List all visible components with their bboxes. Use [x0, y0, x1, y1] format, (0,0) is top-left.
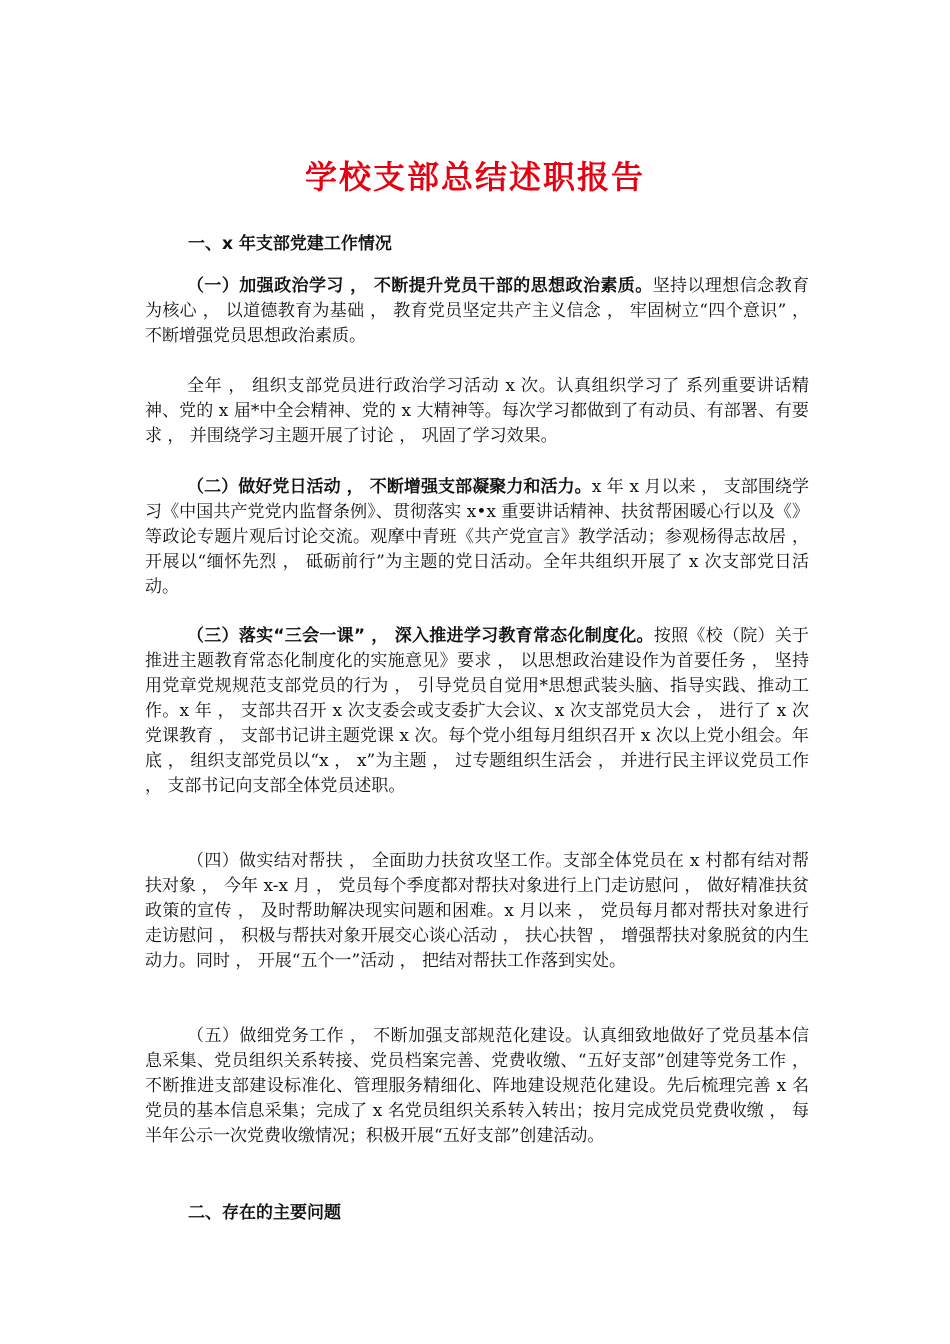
- paragraph-body: 全年 ， 组织支部党员进行政治学习活动 x 次。认真组织学习了 系列重要讲话精神、党的 x 届*中全会精神、党的 x 大精神等。每次学习都做到了有动员、有部署、有要求 ， 并围绕学习主题开展了讨论 ， 巩固了学习效果。: [145, 376, 809, 446]
- paragraph-lead: （一）加强政治学习 ， 不断提升党员干部的思想政治素质。: [187, 276, 653, 296]
- paragraph-political-study: [145, 274, 809, 349]
- paragraph-body: （四）做实结对帮扶 ， 全面助力扶贫攻坚工作。支部全体党员在 x 村都有结对帮扶对象 ， 今年 x-x 月 ， 党员每个季度都对帮扶对象进行上门走访慰问 ， 做好精准扶贫政策的宣传 ， 及时帮助解决现实问题和困难。x 月以来 ， 党员每月都对帮扶对象进行走访慰问 ， 积极与帮扶对象开展交心谈心活动 ， 扶心扶智 ， 增强帮扶对象脱贫的内生动力。同时 ， 开展“五个一”活动 ， 把结对帮扶工作落到实处。: [145, 851, 809, 971]
- paragraph-lead: （三）落实“三会一课” ， 深入推进学习教育常态化制度化。: [187, 626, 654, 646]
- paragraph-body: （五）做细党务工作 ， 不断加强支部规范化建设。认真细致地做好了党员基本信息采集、党员组织关系转接、党员档案完善、党费收缴、“五好支部”创建等党务工作 ， 不断推进支部建设标准化、管理服务精细化、阵地建设规范化建设。先后梳理完善 x 名党员的基本信息采集；完成了 x 名党员组织关系转入转出；按月完成党员党费收缴 ， 每半年公示一次党费收缴情况；积极开展“五好支部”创建活动。: [145, 1026, 809, 1146]
- paragraph-party-affairs: [145, 1024, 809, 1149]
- section-heading-2: 二、存在的主要问题: [188, 1203, 341, 1223]
- paragraph-body: x 年 x 月以来 ， 支部围绕学习《中国共产党党内监督条例》、贯彻落实 x•x 重要讲话精神、扶贫帮困暖心行以及《》等政论专题片观后讨论交流。观摩中青班《共产党宣言》教学活动；参观杨得志故居 ， 开展以“缅怀先烈 ， 砥砺前行”为主题的党日活动。全年共组织开展了 x 次支部党日活动。: [145, 477, 809, 597]
- document-title: 学校支部总结述职报告: [304, 158, 645, 196]
- paragraph-body: 按照《校（院）关于推进主题教育常态化制度化的实施意见》要求 ， 以思想政治建设作为首要任务 ， 坚持用党章党规规范支部党员的行为 ， 引导党员自觉用*思想武装头脑、指导实践、推动工作。x 年 ， 支部共召开 x 次支委会或支委扩大会议、x 次支部党员大会 ， 进行了 x 次党课教育 ， 支部书记讲主题党课 x 次。每个党小组每月组织召开 x 次以上党小组会。年底 ， 组织支部党员以“x ， x”为主题 ， 过专题组织生活会 ， 并进行民主评议党员工作 ， 支部书记向支部全体党员述职。: [145, 626, 810, 796]
- paragraph-party-day: [145, 475, 809, 600]
- paragraph-three-meetings: [145, 624, 809, 799]
- paragraph-lead: （二）做好党日活动 ， 不断增强支部凝聚力和活力。: [187, 477, 592, 497]
- section-heading-1: 一、x 年支部党建工作情况: [188, 234, 392, 254]
- paragraph-study-activities: [145, 374, 809, 449]
- paragraph-poverty-aid: [145, 849, 809, 974]
- paragraph-body: 坚持以理想信念教育为核心 ， 以道德教育为基础 ， 教育党员坚定共产主义信念 ， 牢固树立“四个意识” ， 不断增强党员思想政治素质。: [145, 276, 809, 346]
